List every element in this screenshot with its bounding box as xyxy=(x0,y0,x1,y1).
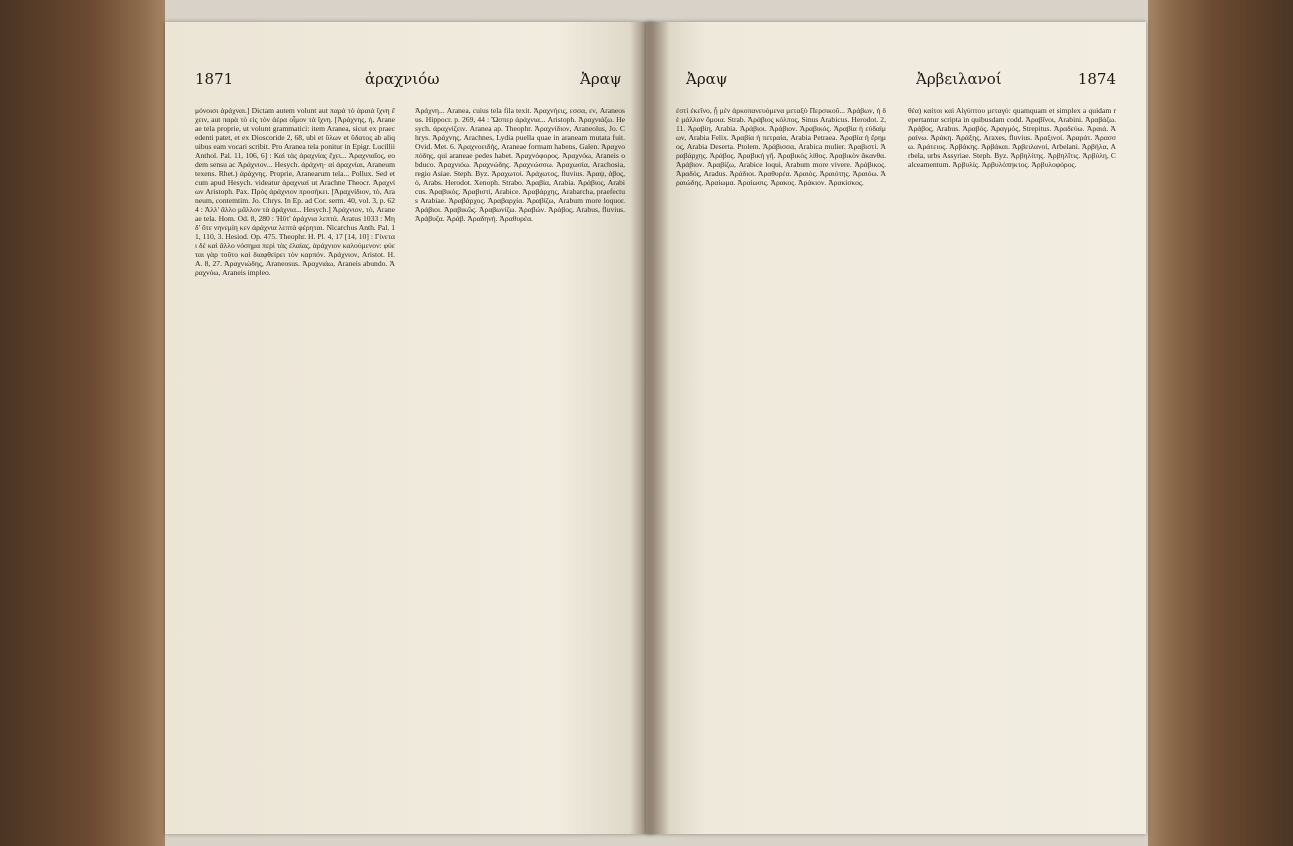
right-page-stack xyxy=(1148,0,1293,846)
right-column-2-text: θέα) καίτοι καὶ Αἰγύπτου μεταγύ: quamquam et simplex a quidam repertantur scripta in quibusdam codd. Ἀραβῖνοι, Arabini. Ἀραβάζω. Ἀράβος, Arabus. Ἀραβός. Ἀραγμός, Strepitus. Ἀραδεύω. Ἀραιά. Ἀραίνω. Ἀράκη. Ἀράξης, Araxes, fluvius. Ἀραξινοί. Ἀραράτ. Ἀρασσω. Ἀράτειος. Ἀρβάκης. Ἀρβάκαι. Ἀρβειλανοί, Arbelani. Ἀρβήλα, Arbela, urbs Assyriae. Steph. Byz. Ἀρβηλίτης. Ἀρβηλῖτις. Ἀρβύλη, Calceamentum. Ἀρβυλίς. Ἀρβυλόπηκτος. Ἀρβυλοφόρος. xyxy=(908,106,1116,169)
left-page-column-2 xyxy=(415,106,625,831)
right-headword-outer: Ἀρβειλανοί xyxy=(916,70,1002,88)
left-page-header xyxy=(185,70,635,92)
left-headword-outer: Ἀραψ xyxy=(580,70,622,88)
left-page-number: 1871 xyxy=(195,70,234,88)
left-page-column-1 xyxy=(195,106,395,831)
right-page-column-2 xyxy=(908,106,1116,831)
left-headword-inner: ἀραχνιόω xyxy=(365,70,440,88)
book-gutter xyxy=(630,22,670,834)
right-column-1-text: ἐστὶ ἐκεῖνο, ᾗ μὲν ἀρκοπανευόμενα μεταξὺ Περσικοῦ... Ἀράβων, ἡ δὲ μάλλον ὅμοια. Strab. Ἀράβιος κόλπος, Sinus Arabicus. Herodot. 2, 11. Ἀραβίη, Arabia. Ἀράβιοι. Ἀράβιον. Ἀραβικός. Ἀραβία ἡ εὐδαίμων, Arabia Felix. Ἀραβία ἡ πετραία, Arabia Petraea. Ἀραβία ἡ ἔρημος, Arabia Deserta. Ptolem. Ἀράβισσα, Arabica mulier. Ἀραβιστί. Ἀραβάρχης. Ἀράβος. Ἀραβικὴ γῆ. Ἀραβικὸς λίθος. Ἀραβικὸν ἄκανθα. Ἀράβιον. Ἀραβίζω, Arabice loqui, Arabum more vivere. Ἀράβικος. Ἀραδός, Aradus. Ἀράδιοι. Ἀραθυρέα. Ἀραιός. Ἀραιότης. Ἀραιόω. Ἀραιώδης. Ἀραίωμα. Ἀραίωσις. Ἀρακος. Ἀράκιον. Ἀρακίσκος. xyxy=(676,106,886,187)
right-page-number: 1874 xyxy=(1077,70,1116,88)
right-page xyxy=(646,22,1146,834)
left-page-stack xyxy=(0,0,165,846)
right-page-header xyxy=(666,70,1126,92)
right-page-column-1 xyxy=(676,106,886,831)
left-column-2-text: Ἀράχνη... Aranea, cuius tela fila texit. Ἀραχνήεις, εσσα, εν, Araneosus. Hippocr. p. 269, 44 : Ὥσπερ ἀράχνια... Aristoph. Ἀραχνιάζω. Hesych. ἀραχνίζειν. Aranea ap. Theophr. Ἀραχνίδιον, Araneolus, Jo. Chrys. Ἀράχνης, Arachnes, Lydia puella quae in araneam mutata fuit. Ovid. Met. 6. Ἀραχνοειδής, Araneae formam habens, Galen. Ἀραχνοπόδης, qui araneae pedes habet. Ἀραχνόφορος. Ἀραχνόω, Araneis obduco. Ἀραχνιόω. Ἀραχνώδης. Ἀραχνώσσω. Ἀραχωσία, Arachosia, regio Asiae. Steph. Byz. Ἀραχωτοί. Ἀράχωτος, fluvius. Ἀραψ, ἀβος, ὁ, Arabs. Herodot. Xenoph. Strabo. Ἀραβία, Arabia. Ἀράβιος, Arabicus. Ἀραβικός. Ἀραβιστί, Arabice. Ἀραβάρχης, Arabarcha, praefectus Arabiae. Ἀραβάρχος. Ἀραβαρχία. Ἀραβίζω, Arabum more loquor. Ἀράβιοι. Ἀραβικῶς. Ἀραβωνίζω. Ἀραβών. Ἀράβος, Arabus, fluvius. Ἀράβυζα. Ἀράβ. Ἀραδηνή. Ἀραθυρέα. xyxy=(415,106,625,223)
left-column-1-text: μόνοισι ἀράχναι.] Dictam autem volunt aut παρὰ τὸ ἀραιὰ ἴχνη ἔχειν, aut παρὰ τὸ εἰς τὸν ἀέρα οἶμον τὰ ἴχνη. [Ἀράχνης, ἡ, Araneae tela proprie, ut volunt grammatici: item Aranea, sicut ex praecedenti patet, et ex Dioscoride 2, 68, ubi et ὕλων et ὕδατος ab aliquibus eam vocari scribit. Pro Aranea tela ponitur in Epigr. Lucillii Anthol. Pal. 11, 106, 6] : Καὶ τὰς ἀραχνίας ἔχει... Ἀραχνιαῖος, eodem sensu ac Ἀράχνιον... Hesych. ἀράχνη· αἰ ἀραχνίαι, Araneum texens. Rhet.) ἀράχνης. Proprie, Aranearum tela... Pollux. Sed et cum apud Hesych. videatur ἀραχνιαί ut Arachne Theocr. Ἀραχνίων Aristoph. Pax. Πρὸς ἀράχνιον προσήκει. [Ἀραχνίδιον, τὸ, Araneum, contemtim. Jo. Chrys. In Ep. ad Cor. serm. 40, vol. 3, p. 624 : Ἀλλ' ἄλλο μᾶλλον τὰ ἀράχνια... Hesych.] Ἀράχνιον, τὸ, Araneae tela. Hom. Od. 8, 280 : Ἠΰτ' ἀράχνια λεπτά. Aratus 1033 : Μηδ' ὅτε νηνεμίη κεν ἀράχνια λεπτὰ φέρηται. Nicarchus Anth. Pal. 11, 110, 3. Hesiod. Op. 475. Theophr. H. Pl. 4, 17 [14, 10] : Γίνεται δὲ καὶ ἄλλο νόσημα περὶ τὰς ἐλαίας, ἀράχνιον καλούμενον: φύεται γὰρ τοῦτο καὶ διαφθείρει τὸν καρπόν. Ἀράχνιον, Aristot. H. A. 8, 27. Ἀραχνιώδης, Araneosus. Ἀραχνιάω, Araneis abundo. Ἀραχνόω, Araneis impleo. xyxy=(195,106,395,277)
left-page xyxy=(165,22,655,834)
right-headword-inner: Ἀραψ xyxy=(686,70,728,88)
